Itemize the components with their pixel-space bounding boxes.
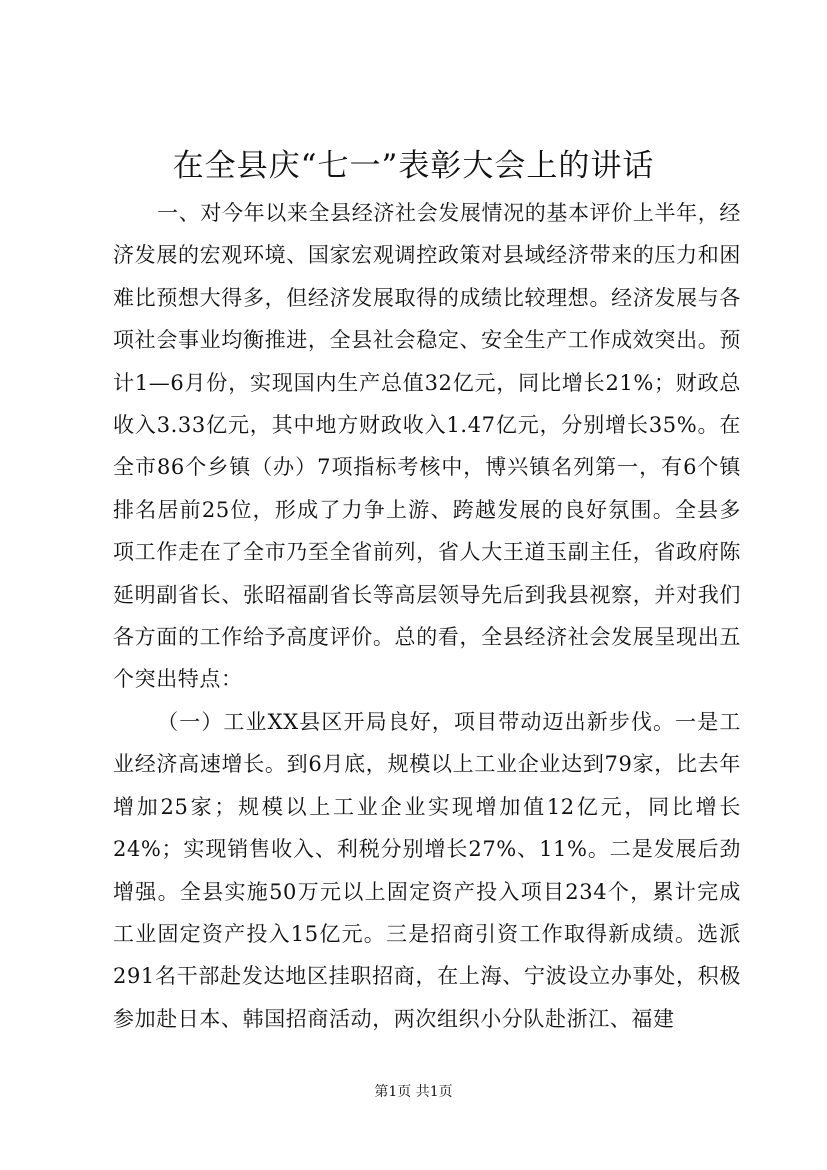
paragraph-overview: 一、对今年以来全县经济社会发展情况的基本评价上半年，经济发展的宏观环境、国家宏观调控政策对县域经济带来的压力和困难比预想大得多，但经济发展取得的成绩比较理想。经济发展与各项社会事业均衡推进，全县社会稳定、安全生产工作成效突出。预计1—6月份，实现国内生产总值32亿元，同比增长21%；财政总收入3.33亿元，其中地方财政收入1.47亿元，分别增长35%。在全市86个乡镇（办）7项指标考核中，博兴镇名列第一，有6个镇排名居前25位，形成了力争上游、跨越发展的良好氛围。全县多项工作走在了全市乃至全省前列，省人大王道玉副主任，省政府陈延明副省长、张昭福副省长等高层领导先后到我县视察，并对我们各方面的工作给予高度评价。总的看，全县经济社会发展呈现出五个突出特点：: [113, 201, 741, 692]
page-number-footer: 第1页 共1页: [374, 1084, 453, 1100]
paragraph-industry: （一）工业XX县区开局良好，项目带动迈出新步伐。一是工业经济高速增长。到6月底，规模以上工业企业达到79家，比去年增加25家；规模以上工业企业实现增加值12亿元，同比增长24%；实现销售收入、利税分别增长27%、11%。二是发展后劲增强。全县实施50万元以上固定资产投入项目234个，累计完成工业固定资产投入15亿元。三是招商引资工作取得新成绩。选派291名干部赴发达地区挂职招商，在上海、宁波设立办事处，积极参加赴日本、韩国招商活动，两次组织小分队赴浙江、福建: [113, 709, 741, 1031]
document-body: [113, 192, 741, 1040]
document-title: 在全县庆“七一”表彰大会上的讲话: [172, 148, 655, 184]
